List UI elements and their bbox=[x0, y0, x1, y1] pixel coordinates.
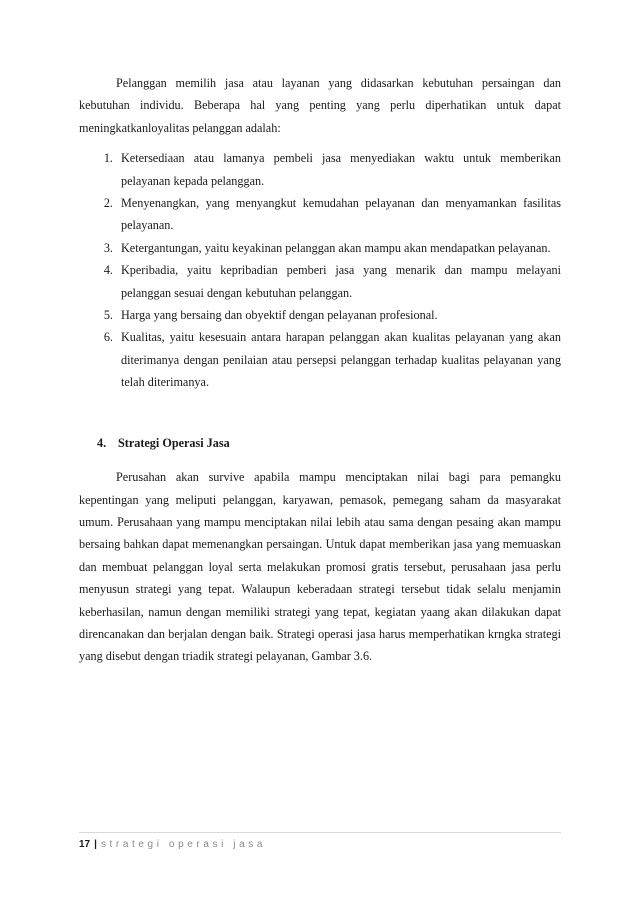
footer-separator: | bbox=[94, 839, 97, 850]
page-content bbox=[79, 72, 561, 680]
footer-title: strategi operasi jasa bbox=[100, 839, 267, 850]
list-item: 5. Harga yang bersaing dan obyektif dengan pelayanan profesional. bbox=[116, 304, 561, 326]
section-heading bbox=[79, 432, 561, 454]
list-item: 4. Kperibadia, yaitu kepribadian pemberi jasa yang menarik dan mampu melayani pelanggan sesuai dengan kebutuhan pelanggan. bbox=[116, 259, 561, 304]
loyalty-factors-list bbox=[79, 147, 561, 393]
page-footer bbox=[79, 832, 561, 850]
body-paragraph: Perusahan akan survive apabila mampu menciptakan nilai bagi para pemangku kepentingan yang meliputi pelanggan, karyawan, pemasok, pemegang saham da masyarakat umum. Perusahaan yang mampu menciptakan nilai lebih atau sama dengan pesaing akan mampu bersaing bahkan dapat memenangkan persaingan. Untuk dapat memberikan jasa yang memuaskan dan membuat pelanggan loyal serta melakukan promosi gratis tersebut, perusahaan jasa perlu menyusun strategi yang tepat. Walaupun keberadaan strategi tersebut tidak selalu menjamin keberhasilan, namun dengan memiliki strategi yang tepat, kegiatan yaang akan dilakukan dapat direncanakan dan berjalan dengan baik. Strategi operasi jasa harus memperhatikan krngka strategi yang disebut dengan triadik strategi pelayanan, Gambar 3.6. bbox=[79, 470, 561, 664]
list-item: 1. Ketersediaan atau lamanya pembeli jasa menyediakan waktu untuk memberikan pelayanan kepada pelanggan. bbox=[116, 147, 561, 192]
list-item: 2. Menyenangkan, yang menyangkut kemudahan pelayanan dan menyamankan fasilitas pelayanan. bbox=[116, 192, 561, 237]
section-title: Strategi Operasi Jasa bbox=[118, 435, 230, 450]
list-item: 6. Kualitas, yaitu kesesuain antara harapan pelanggan akan kualitas pelayanan yang akan diterimanya dengan penilaian atau persepsi pelanggan terhadap kualitas pelayanan yang telah diterimanya. bbox=[116, 326, 561, 393]
intro-paragraph: Pelanggan memilih jasa atau layanan yang didasarkan kebutuhan persaingan dan kebutuhan individu. Beberapa hal yang penting yang perlu diperhatikan untuk dapat meningkatkanloyalitas pelanggan adalah: bbox=[79, 76, 561, 135]
list-item: 3. Ketergantungan, yaitu keyakinan pelanggan akan mampu akan mendapatkan pelayanan. bbox=[116, 237, 561, 259]
page-number: 17 bbox=[79, 839, 91, 850]
section-number: 4. bbox=[97, 435, 107, 450]
